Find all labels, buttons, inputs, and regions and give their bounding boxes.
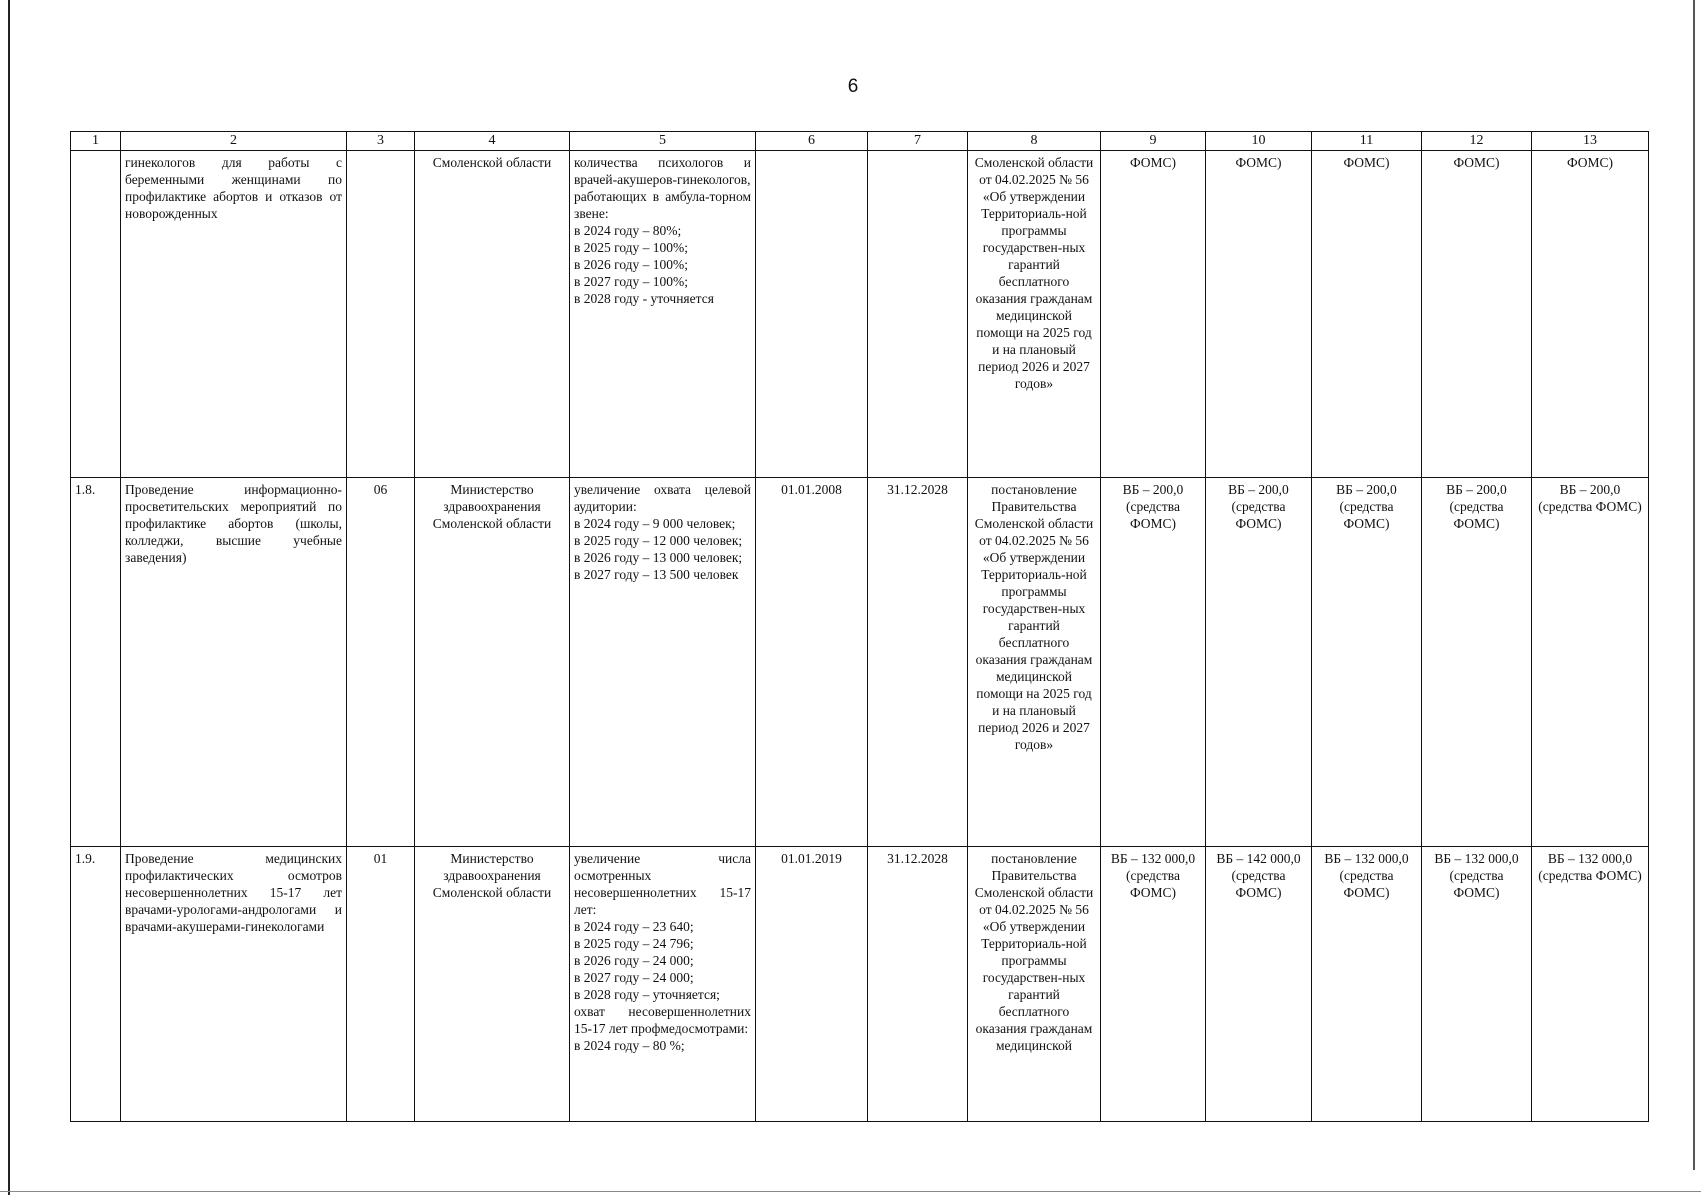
funding-2027: ВБ – 200,0 (средства ФОМС) xyxy=(1422,478,1532,847)
column-header: 11 xyxy=(1312,132,1422,151)
column-header: 3 xyxy=(347,132,415,151)
executor: Смоленской области xyxy=(415,151,570,478)
executor: Министерство здравоохранения Смоленской области xyxy=(415,478,570,847)
item-number xyxy=(71,151,121,478)
indicator xyxy=(570,151,756,478)
indicator-line: в 2024 году – 80%; xyxy=(574,223,682,238)
activity-name: Проведение медицинских профилактических осмотров несовершеннолетних 15-17 лет врачами-урологами-андрологами и врачами-акушерами-гинекологами xyxy=(121,847,347,1122)
indicator-line: в 2024 году – 23 640; xyxy=(574,919,694,934)
start-date: 01.01.2019 xyxy=(756,847,868,1122)
column-header: 7 xyxy=(868,132,968,151)
end-date: 31.12.2028 xyxy=(868,847,968,1122)
funding-2026: ВБ – 132 000,0 (средства ФОМС) xyxy=(1312,847,1422,1122)
indicator-line: количества психологов и врачей-акушеров-гинекологов, работающих в амбула-торном звене: xyxy=(574,155,751,221)
activity-name: гинекологов для работы с беременными женщинами по профилактике абортов и отказов от новорожденных xyxy=(121,151,347,478)
indicator-line: в 2027 году – 13 500 человек xyxy=(574,567,739,582)
indicator-line: в 2025 году – 100%; xyxy=(574,240,689,255)
indicator-line: в 2026 году – 24 000; xyxy=(574,953,694,968)
table-row xyxy=(71,847,1649,1122)
indicator-line: в 2027 году – 24 000; xyxy=(574,970,694,985)
column-header: 13 xyxy=(1532,132,1649,151)
table-row xyxy=(71,478,1649,847)
indicator xyxy=(570,847,756,1122)
legal-basis: Смоленской области от 04.02.2025 № 56 «Об утверждении Территориаль-ной программы государствен-ных гарантий бесплатного оказания гражданам медицинской помощи на 2025 год и на плановый период 2026 и 2027 годов» xyxy=(968,151,1101,478)
item-number: 1.8. xyxy=(71,478,121,847)
indicator-line: в 2026 году – 100%; xyxy=(574,257,689,272)
indicator-line: в 2024 году – 80 %; xyxy=(574,1038,685,1053)
indicator-line: увеличение охвата целевой аудитории: xyxy=(574,482,751,514)
start-date: 01.01.2008 xyxy=(756,478,868,847)
indicator-line: в 2026 году – 13 000 человек; xyxy=(574,550,743,565)
funding-2026: ФОМС) xyxy=(1312,151,1422,478)
funding-2025: ВБ – 200,0 (средства ФОМС) xyxy=(1206,478,1312,847)
indicator-line: в 2024 году – 9 000 человек; xyxy=(574,516,736,531)
funding-2026: ВБ – 200,0 (средства ФОМС) xyxy=(1312,478,1422,847)
funding-2024: ВБ – 200,0 (средства ФОМС) xyxy=(1101,478,1206,847)
funding-2024: ФОМС) xyxy=(1101,151,1206,478)
column-header: 4 xyxy=(415,132,570,151)
plan-table xyxy=(70,131,1649,1122)
indicator-line: в 2028 году – уточняется; xyxy=(574,987,720,1002)
table-row xyxy=(71,151,1649,478)
indicator-line: в 2028 году - уточняется xyxy=(574,291,714,306)
executor: Министерство здравоохранения Смоленской области xyxy=(415,847,570,1122)
funding-2025: ВБ – 142 000,0 (средства ФОМС) xyxy=(1206,847,1312,1122)
indicator-line: в 2025 году – 12 000 человек; xyxy=(574,533,743,548)
indicator-line: охват несовершеннолетних 15-17 лет профмедосмотрами: xyxy=(574,1004,751,1036)
activity-code: 01 xyxy=(347,847,415,1122)
legal-basis: постановление Правительства Смоленской области от 04.02.2025 № 56 «Об утверждении Территориаль-ной программы государствен-ных гарантий бесплатного оказания гражданам медицинской помощи на 2025 год и на плановый период 2026 и 2027 годов» xyxy=(968,478,1101,847)
column-header: 5 xyxy=(570,132,756,151)
start-date xyxy=(756,151,868,478)
indicator-line: в 2025 году – 24 796; xyxy=(574,936,694,951)
column-header: 8 xyxy=(968,132,1101,151)
column-header: 12 xyxy=(1422,132,1532,151)
funding-2028: ВБ – 200,0 (средства ФОМС) xyxy=(1532,478,1649,847)
scan-left-edge xyxy=(8,0,10,1195)
funding-2024: ВБ – 132 000,0 (средства ФОМС) xyxy=(1101,847,1206,1122)
funding-2028: ВБ – 132 000,0 (средства ФОМС) xyxy=(1532,847,1649,1122)
indicator xyxy=(570,478,756,847)
column-number-row xyxy=(71,132,1649,151)
funding-2028: ФОМС) xyxy=(1532,151,1649,478)
end-date: 31.12.2028 xyxy=(868,478,968,847)
scan-bottom-rule xyxy=(0,1191,1701,1192)
column-header: 6 xyxy=(756,132,868,151)
funding-2025: ФОМС) xyxy=(1206,151,1312,478)
activity-name: Проведение информационно-просветительских мероприятий по профилактике абортов (школы, колледжи, высшие учебные заведения) xyxy=(121,478,347,847)
legal-basis: постановление Правительства Смоленской области от 04.02.2025 № 56 «Об утверждении Территориаль-ной программы государствен-ных гарантий бесплатного оказания гражданам медицинской xyxy=(968,847,1101,1122)
column-header: 2 xyxy=(121,132,347,151)
column-header: 1 xyxy=(71,132,121,151)
activity-code: 06 xyxy=(347,478,415,847)
page-number: 6 xyxy=(847,76,859,97)
item-number: 1.9. xyxy=(71,847,121,1122)
end-date xyxy=(868,151,968,478)
indicator-line: в 2027 году – 100%; xyxy=(574,274,689,289)
column-header: 9 xyxy=(1101,132,1206,151)
column-header: 10 xyxy=(1206,132,1312,151)
funding-2027: ВБ – 132 000,0 (средства ФОМС) xyxy=(1422,847,1532,1122)
funding-2027: ФОМС) xyxy=(1422,151,1532,478)
indicator-line: увеличение числа осмотренных несовершеннолетних 15-17 лет: xyxy=(574,851,751,917)
scan-right-edge xyxy=(1693,0,1695,1170)
activity-code xyxy=(347,151,415,478)
